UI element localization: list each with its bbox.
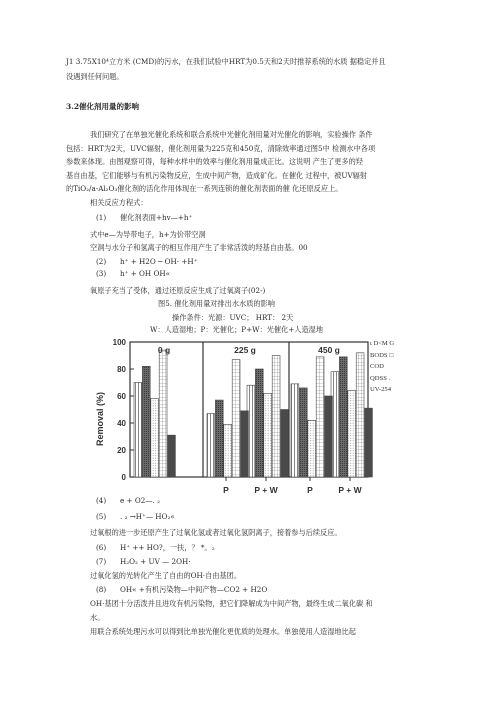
bar-dark-2	[255, 369, 263, 477]
eq5: . ₂ →H⁺— HO₂«	[120, 512, 175, 521]
legend-item-5: UV-254	[370, 386, 392, 393]
bar-dots-4	[348, 391, 356, 477]
figure-caption: 图5. 催化剂用量对排出水水质的影响	[158, 299, 275, 308]
legend-item-2: BODS □	[370, 351, 394, 359]
y-tick-label-2: 40	[117, 419, 126, 428]
eq6: H⁺ ++ HO?，一扶，？ *。₂	[120, 543, 215, 552]
bar-dots-2	[264, 393, 272, 477]
group-label-1: 225 g	[234, 345, 256, 355]
eq2: h⁺ + H2O ─ OH· +H⁺	[120, 257, 198, 266]
group-label-2: 450 g	[318, 345, 340, 355]
bar-vlines-3	[291, 384, 299, 477]
eq3-number: (3)	[96, 269, 107, 278]
eq4-number: (4)	[96, 496, 107, 505]
x-tick-label-0: P	[223, 485, 229, 495]
eq8-number: (8)	[96, 585, 107, 594]
eq4: e + O2—. ₂	[120, 496, 160, 505]
legend-item-1: ι D<M G	[370, 340, 395, 347]
h2o2-line: 过氧化氢的光转化产生了自由的OH·自由基团。	[90, 571, 242, 580]
y-tick-label-4: 80	[117, 365, 126, 374]
y-tick-label-3: 60	[117, 392, 126, 401]
y-tick-label-5: 100	[112, 338, 126, 347]
eq6-number: (6)	[96, 543, 107, 552]
y-axis-label: Removal (%)	[95, 391, 105, 447]
para1-line-2: 包括：HRT为2天，UVC辐射，催化剂用量为225克和450克，清除效率通过图5中 检测水中各项	[66, 144, 376, 153]
y-tick-label-0: 0	[121, 473, 126, 482]
eq2-number: (2)	[96, 257, 107, 266]
oxygen-line: 氧原子充当了受体，通过还原反应生成了过氧离子(02-)	[90, 286, 266, 295]
final-line-2: 水。	[90, 613, 105, 622]
bar-dark-3	[299, 388, 307, 477]
eq1-note: 式中e—为导带电子，h+为价带空洞	[90, 230, 206, 239]
bar-solid-0	[168, 435, 176, 477]
para1-line-4: 基自由基，它们能够与有机污染物反应，生成中间产物，造成矿化。在催化 过程中，被UV辐射	[66, 171, 368, 180]
bar-solid-2	[281, 410, 289, 478]
intro-line-1: J1 3.75X10⁴立方米 (CMD)的污水，在我们试验中HRT为0.5天和2天时推荐系统的水质 据稳定并且	[66, 57, 386, 66]
figure-conditions: 操作条件：光源：UVC； HRT： 2天	[172, 313, 294, 322]
figure-legend-line: W：人造湿地；P：光催化；P+W：光催化+人造湿地	[150, 325, 324, 334]
x-tick-label-2: P	[307, 485, 313, 495]
bar-solid-3	[325, 396, 333, 477]
bar-dark-4	[339, 357, 347, 477]
section-title: 3.2催化剂用量的影响	[66, 102, 140, 111]
eq5-number: (5)	[96, 512, 107, 521]
x-tick-label-1: P + W	[254, 485, 278, 495]
bar-dark-1	[215, 400, 223, 477]
y-tick-label-1: 20	[117, 446, 126, 455]
para1-line-5: 的TiO₂/a-Al₂O₃催化剂的活化作用体现在一系列连锁的催化剂表面的催 化还原反应上。	[66, 184, 343, 193]
bar-grid-0	[159, 350, 167, 477]
para1-line-1: 我们研究了在单独光催化系统和联合系统中光催化剂用量对光催化的影响，实验操作 条件	[90, 130, 373, 139]
removal-bar-chart	[92, 327, 382, 502]
eq7: H₂O₂ + UV — 2OH·	[120, 557, 191, 566]
bar-dots-3	[308, 420, 316, 477]
group-label-0: 0 g	[157, 345, 171, 355]
bar-solid-1	[241, 411, 249, 477]
x-tick-label-3: P + W	[338, 485, 362, 495]
eq3: h⁺ + OH OH«	[120, 269, 171, 278]
bar-vlines-0	[134, 383, 142, 478]
bar-vlines-1	[207, 414, 215, 477]
bar-grid-2	[272, 356, 280, 478]
bar-solid-4	[365, 408, 373, 477]
bar-grid-1	[232, 360, 240, 477]
peroxide-line: 过氧根的进一步还原产生了过氧化氢或者过氧化氢阴离子，接着参与后续反应。	[90, 528, 342, 537]
bar-dots-0	[151, 399, 159, 477]
eq1-number: (1)	[96, 213, 107, 222]
bar-dots-1	[224, 424, 232, 477]
reactions-intro: 相关反应方程式：	[90, 198, 148, 207]
final-line-1: OH·基团十分活泼并且进攻有机污染物，把它们降解成为中间产物，最终生成二氧化碳 和	[90, 599, 373, 608]
eq8: OH« +有机污染物—中间产物—CO2 + H2O	[120, 585, 268, 594]
eq1-note-2: 空洞与水分子和氢离子的相互作用产生了非常活泼的羟基自由基。00	[90, 243, 308, 252]
eq1: 催化剂表面+hv—+h⁺	[120, 213, 193, 222]
bar-dark-0	[142, 366, 150, 477]
chart-legend	[370, 338, 394, 396]
eq7-number: (7)	[96, 557, 107, 566]
bar-grid-3	[316, 357, 324, 477]
bar-grid-4	[356, 353, 364, 477]
intro-line-2: 没遇到任何问题。	[66, 72, 124, 81]
legend-item-3: COD	[370, 363, 384, 370]
final-line-3: 用联合系统处理污水可以得到比单独光催化更优质的处理水。单独使用人造湿地比起	[90, 627, 356, 636]
legend-item-4: QDSS .	[370, 374, 391, 382]
para1-line-3: 参数来体现。由图观察可得，每种水样中的效率与催化剂用量成正比。这说明 产生了更多的羟	[66, 157, 363, 166]
